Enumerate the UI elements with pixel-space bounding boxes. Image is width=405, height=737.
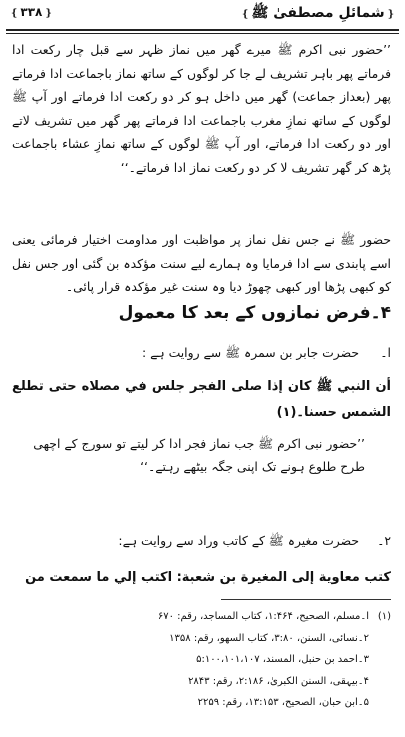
footnote-text: ۲۔نسائی، السنن، ۳:۸۰، کتاب السھو، رقم: ۱۳۵۸ [169, 632, 369, 644]
item-number: ۲۔ [377, 533, 391, 548]
item-text: حضرت جابر بن سمرہ ﷺ سے روایت ہے : [142, 345, 359, 360]
footnote-text: ۴۔بیہقی، السنن الکبریٰ، ۲:۱۸۶، رقم: ۲۸۴۳ [188, 675, 369, 687]
list-item [12, 345, 391, 364]
page-number-text: ۳۳۸ [20, 5, 43, 19]
footnote [12, 692, 391, 714]
item-number: ا۔ [380, 345, 391, 360]
paragraph-explanation: حضور ﷺ نے جس نفل نماز پر مواظبت اور مداومت اختیار فرمائی یعنی اسے پابندی سے ادا فرمایا وہ ہمارے لیے سنت مؤکدہ بن گئی اور جس نفل کو کبھی پڑھا اور کبھی چھوڑ دیا وہ سنت غیر مؤکدہ قرار پائی۔ [12, 232, 391, 294]
ornament-icon: ❴ [44, 8, 53, 19]
paragraph-hadith-translation: ’’حضور نبی اکرم ﷺ میرے گھر میں نماز ظہر سے قبل چار رکعت ادا فرماتے پھر باہر تشریف لے جا کر لوگوں کے ساتھ نماز باجماعت ادا فرماتے پھر (بعداز جماعت) گھر میں داخل ہو کر دو رکعت ادا فرماتے اور آپ ﷺ لوگوں کے ساتھ نمازِ مغرب باجماعت ادا فرماتے پھر گھر میں تشریف لاتے اور دو رکعت ادا فرماتے، اور آپ ﷺ لوگوں کے ساتھ نمازِ عشاء باجماعت پڑھ کر گھر تشریف لا کر دو رکعت نماز ادا فرماتے۔‘‘ [12, 42, 391, 175]
footnotes [12, 606, 391, 714]
page-number [8, 5, 55, 19]
hadith-translation: ’’حضور نبی اکرم ﷺ جب نماز فجر ادا کر لیتے تو سورج کے اچھی طرح طلوع ہونے تک اپنی جگہ بیٹھے رہتے۔‘‘ [33, 436, 365, 474]
footnote-rule [221, 599, 391, 600]
footnote-text: ا۔مسلم، الصحیح، ۱:۴۶۴، کتاب المساجد، رقم: ۶۷۰ [157, 611, 369, 622]
arabic-hadith: كتب معاوية إلى المغيرة بن شعبة: اكتب إلي ما سمعت من [25, 570, 391, 585]
running-title-text: شمائلِ مصطفیٰ ﷺ [251, 5, 385, 21]
arabic-hadith: أن النبي ﷺ كان إذا صلى الفجر جلس في مصلاه حتى تطلع الشمس حسنا۔(۱) [12, 379, 391, 420]
page-header [6, 4, 399, 26]
list-item [12, 533, 391, 552]
header-rule-thin [6, 33, 399, 34]
footnote-text: ۳۔احمد بن حنبل، المسند، ۵:۱۰۰،۱۰۱،۱۰۷ [196, 654, 369, 665]
item-text: حضرت مغیرہ ﷺ کے کاتب وراد سے روایت ہے: [118, 533, 359, 548]
footnote [12, 628, 391, 650]
ornament-icon: ❵ [10, 8, 19, 19]
footnote-label: (۱) [377, 611, 391, 622]
footnote-text: ۵۔ابن حبان، الصحیح، ۱۳:۱۵۳، رقم: ۲۲۵۹ [197, 697, 369, 708]
section-heading: ۴۔فرض نمازوں کے بعد کا معمول [118, 303, 391, 323]
running-title [239, 4, 397, 24]
footnote [12, 606, 391, 628]
ornament-icon: ❵ [241, 9, 250, 20]
footnote [12, 671, 391, 693]
ornament-icon: ❴ [386, 9, 395, 20]
footnote [12, 649, 391, 671]
header-rule [6, 29, 399, 31]
